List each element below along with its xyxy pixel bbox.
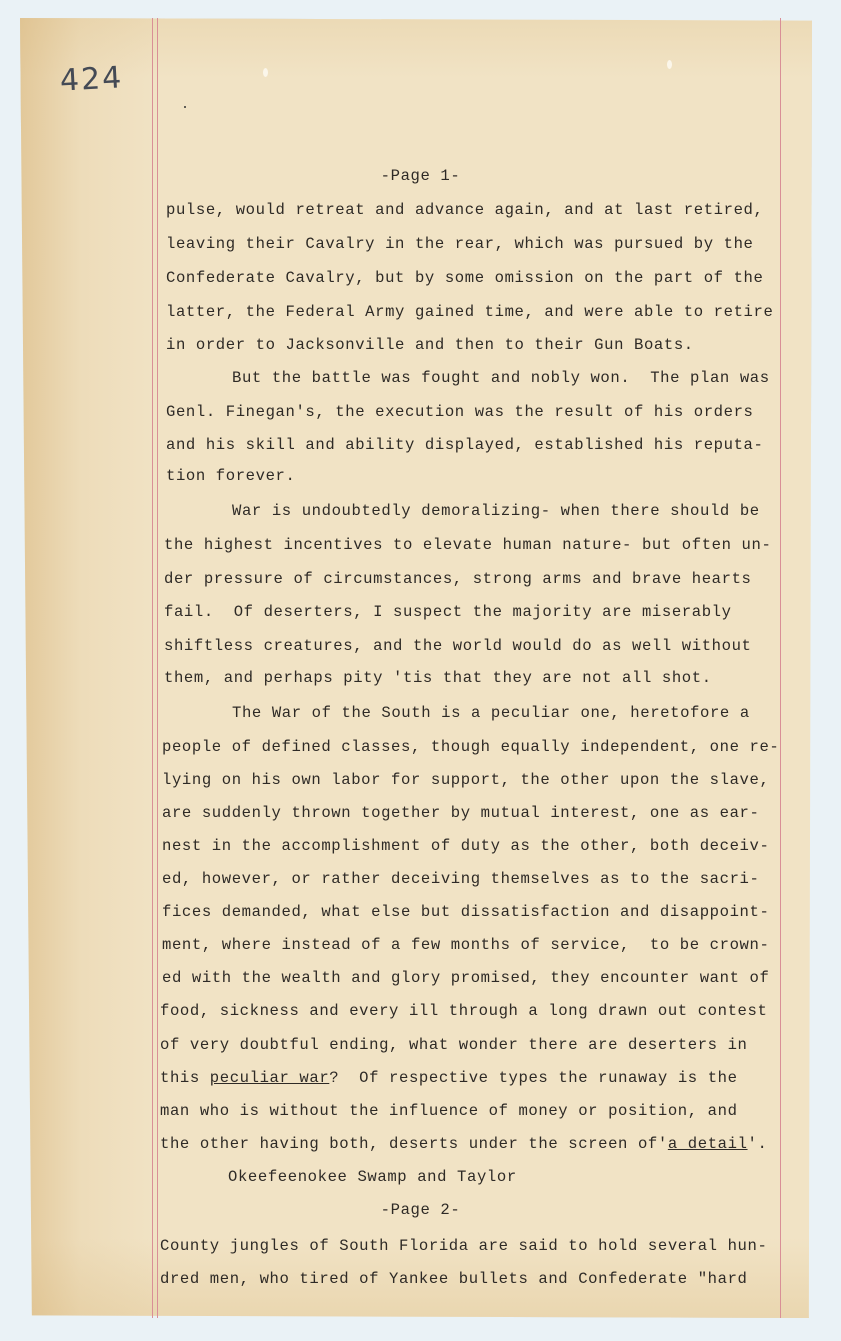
text-line: in order to Jacksonville and then to their Gun Boats.: [166, 336, 694, 354]
page-1-header: -Page 1-: [380, 167, 461, 185]
text-line: latter, the Federal Army gained time, and were able to retire: [166, 303, 774, 321]
text-line: of very doubtful ending, what wonder there are deserters in: [160, 1036, 748, 1054]
text-line: The War of the South is a peculiar one, heretofore a: [232, 704, 750, 722]
text-line: man who is without the influence of money or position, and: [160, 1102, 738, 1120]
text-line: dred men, who tired of Yankee bullets and Confederate "hard: [160, 1270, 748, 1288]
okefenokee-line: Okeefeenokee Swamp and Taylor: [228, 1168, 517, 1186]
margin-rule-left-inner: [157, 18, 158, 1318]
page-2-header: -Page 2-: [380, 1201, 461, 1219]
margin-rule-left: [152, 18, 153, 1318]
text-line: County jungles of South Florida are said to hold several hun-: [160, 1237, 768, 1255]
text-line: food, sickness and every ill through a long drawn out contest: [160, 1002, 768, 1020]
text-line: the highest incentives to elevate human nature- but often un-: [164, 536, 772, 554]
text-line: der pressure of circumstances, strong arms and brave hearts: [164, 570, 752, 588]
underlined-phrase: a detail: [667, 1135, 748, 1153]
text-line: tion forever.: [166, 467, 296, 485]
text-line-peculiar-war: this peculiar war? Of respective types the runaway is the: [160, 1069, 738, 1087]
paper-speck: [667, 60, 672, 69]
text-line: fices demanded, what else but dissatisfaction and disappoint-: [162, 903, 770, 921]
text-line: leaving their Cavalry in the rear, which was pursued by the: [166, 235, 754, 253]
text-line: are suddenly thrown together by mutual interest, one as ear-: [162, 804, 760, 822]
text-line: nest in the accomplishment of duty as the other, both deceiv-: [162, 837, 770, 855]
handwritten-page-number: 424: [59, 60, 125, 99]
text-line: Confederate Cavalry, but by some omission on the part of the: [166, 269, 764, 287]
paper-speck: [263, 68, 268, 77]
underlined-phrase: peculiar war: [209, 1069, 330, 1087]
text-line: them, and perhaps pity 'tis that they are not all shot.: [164, 669, 712, 687]
margin-rule-right: [780, 18, 781, 1318]
text-line: But the battle was fought and nobly won. The plan was: [232, 369, 770, 387]
text-line: ment, where instead of a few months of service, to be crown-: [162, 936, 770, 954]
text-line: ed with the wealth and glory promised, they encounter want of: [162, 969, 770, 987]
text-line: lying on his own labor for support, the other upon the slave,: [162, 771, 770, 789]
text-line: ed, however, or rather deceiving themselves as to the sacri-: [162, 870, 760, 888]
text-line: pulse, would retreat and advance again, and at last retired,: [166, 201, 764, 219]
ink-dot: [184, 106, 186, 108]
text-line: fail. Of deserters, I suspect the majority are miserably: [164, 603, 732, 621]
text-line: Genl. Finegan's, the execution was the result of his orders: [166, 403, 754, 421]
text-line: people of defined classes, though equally independent, one re-: [162, 738, 780, 756]
text-line: shiftless creatures, and the world would do as well without: [164, 637, 752, 655]
text-line: War is undoubtedly demoralizing- when there should be: [232, 502, 760, 520]
text-line-a-detail: the other having both, deserts under the screen of'a detail'.: [160, 1135, 768, 1153]
text-line: and his skill and ability displayed, established his reputa-: [166, 436, 764, 454]
